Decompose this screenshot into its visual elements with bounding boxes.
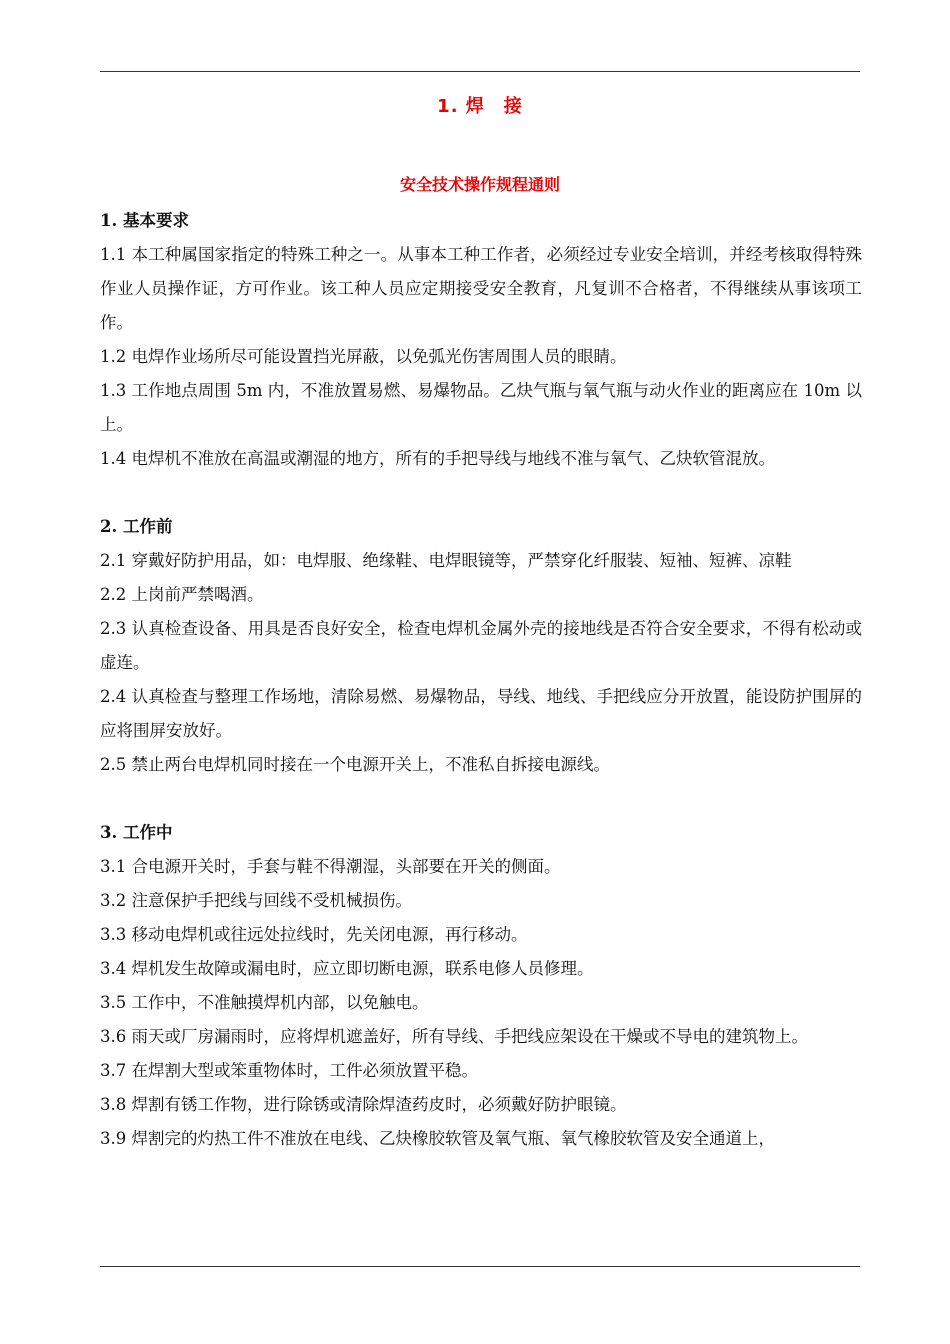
clause-3-3: 3.3 移动电焊机或往远处拉线时，先关闭电源，再行移动。 (100, 925, 528, 944)
clause-2-5: 2.5 禁止两台电焊机同时接在一个电源开关上，不准私自拆接电源线。 (100, 755, 610, 774)
clause-3-5: 3.5 工作中，不准触摸焊机内部，以免触电。 (100, 993, 429, 1012)
section-heading: 3. 工作中 (100, 823, 173, 842)
clause-2-2: 2.2 上岗前严禁喝酒。 (100, 585, 264, 604)
clause-2-3: 2.3 认真检查设备、用具是否良好安全，检查电焊机金属外壳的接地线是否符合安全要求，不得有松动或虚连。 (100, 619, 862, 672)
document-title: 1. 焊 接 (437, 96, 523, 117)
clause-3-1: 3.1 合电源开关时，手套与鞋不得潮湿，头部要在开关的侧面。 (100, 857, 561, 876)
header-rule (100, 71, 860, 72)
clause-1-2: 1.2 电焊作业场所尽可能设置挡光屏蔽，以免弧光伤害周围人员的眼睛。 (100, 347, 627, 366)
clause-3-8: 3.8 焊割有锈工作物，进行除锈或清除焊渣药皮时，必须戴好防护眼镜。 (100, 1095, 627, 1114)
clause-1-1: 1.1 本工种属国家指定的特殊工种之一。从事本工种工作者，必须经过专业安全培训，并经考核取得特殊作业人员操作证，方可作业。该工种人员应定期接受安全教育，凡复训不合格者，不得继续从事该项工作。 (100, 245, 862, 332)
document-body (100, 204, 862, 1156)
section-spacer (100, 782, 862, 816)
clause-3-6: 3.6 雨天或厂房漏雨时，应将焊机遮盖好，所有导线、手把线应架设在干燥或不导电的建筑物上。 (100, 1027, 808, 1046)
clause-3-9: 3.9 焊割完的灼热工件不准放在电线、乙炔橡胶软管及氧气瓶、氧气橡胶软管及安全通道上， (100, 1129, 775, 1148)
clause-3-7: 3.7 在焊割大型或笨重物体时，工件必须放置平稳。 (100, 1061, 478, 1080)
clause-3-4: 3.4 焊机发生故障或漏电时，应立即切断电源，联系电修人员修理。 (100, 959, 594, 978)
clause-2-1: 2.1 穿戴好防护用品，如：电焊服、绝缘鞋、电焊眼镜等，严禁穿化纤服装、短袖、短裤、凉鞋 (100, 551, 792, 570)
section-heading: 1. 基本要求 (100, 211, 189, 230)
section-basic-requirements (100, 204, 862, 476)
section-spacer (100, 476, 862, 510)
section-during-work (100, 816, 862, 1156)
clause-1-3: 1.3 工作地点周围 5m 内，不准放置易燃、易爆物品。乙炔气瓶与氧气瓶与动火作业的距离应在 10m 以上。 (100, 381, 862, 434)
clause-1-4: 1.4 电焊机不准放在高温或潮湿的地方，所有的手把导线与地线不准与氧气、乙炔软管混放。 (100, 449, 775, 468)
section-heading: 2. 工作前 (100, 517, 173, 536)
document-subtitle: 安全技术操作规程通则 (399, 175, 560, 194)
section-before-work (100, 510, 862, 782)
footer-rule (100, 1266, 860, 1267)
clause-3-2: 3.2 注意保护手把线与回线不受机械损伤。 (100, 891, 412, 910)
clause-2-4: 2.4 认真检查与整理工作场地，清除易燃、易爆物品，导线、地线、手把线应分开放置，能设防护围屏的应将围屏安放好。 (100, 687, 862, 740)
